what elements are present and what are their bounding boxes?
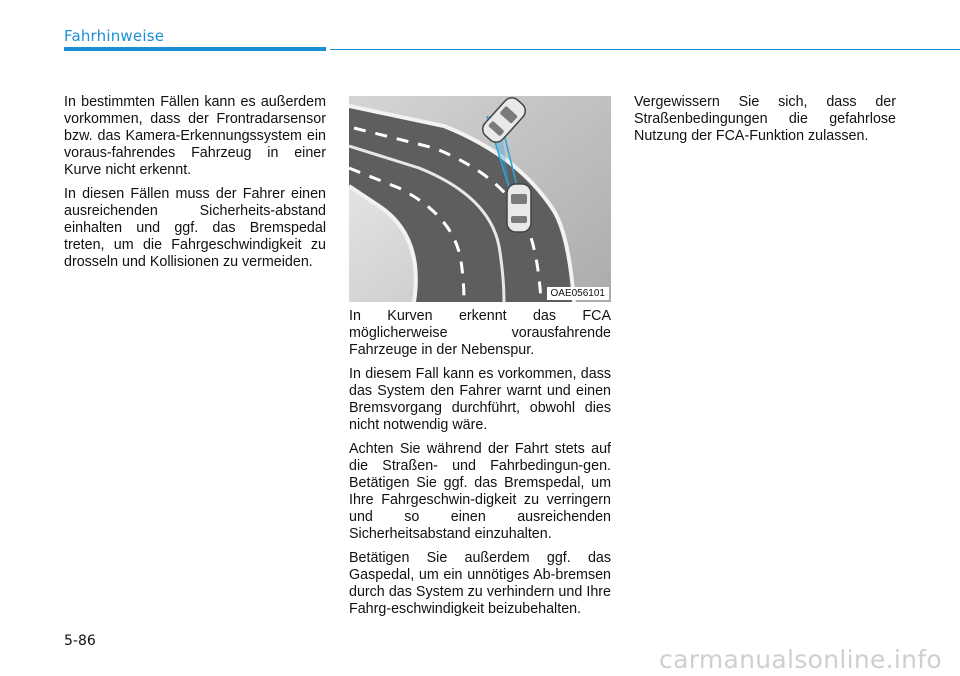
paragraph: In diesen Fällen muss der Fahrer einen ausreichenden Sicherheits-abstand einhalten und ggf. das Bremspedal treten, um die Fahrgeschwindigkeit zu drosseln und Kollisionen zu vermeiden. — [64, 186, 326, 270]
figure-code: OAE056101 — [547, 287, 610, 300]
paragraph: In diesem Fall kann es vorkommen, dass das System den Fahrer warnt und einen Bremsvorgang durchführt, obwohl dies nicht notwendig wäre. — [349, 366, 611, 433]
curve-illustration — [349, 96, 611, 302]
watermark: carmanualsonline.info — [659, 645, 942, 674]
paragraph: Betätigen Sie außerdem ggf. das Gaspedal, um ein unnötiges Ab-bremsen durch das System zu verhindern und Ihre Fahrg-eschwindigkeit beizubehalten. — [349, 550, 611, 617]
text-column-2 — [349, 308, 611, 625]
road-curve-graphic — [349, 96, 611, 302]
section-title: Fahrhinweise — [64, 27, 165, 45]
paragraph: Achten Sie während der Fahrt stets auf die Straßen- und Fahrbedingun-gen. Betätigen Sie ggf. das Bremspedal, um Ihre Fahrgeschwin-digkeit zu verringern und so einen ausreichenden Sicherheitsabstand einzuhalten. — [349, 441, 611, 542]
own-vehicle — [507, 184, 531, 232]
paragraph: In bestimmten Fällen kann es außerdem vorkommen, dass der Frontradarsensor bzw. das Kamera-Erkennungssystem ein voraus-fahrendes Fahrzeug in einer Kurve nicht erkennt. — [64, 94, 326, 178]
paragraph: Vergewissern Sie sich, dass der Straßenbedingungen die gefahrlose Nutzung der FCA-Funktion zulassen. — [634, 94, 896, 144]
text-column-1 — [64, 94, 326, 278]
paragraph: In Kurven erkennt das FCA möglicherweise vorausfahrende Fahrzeuge in der Nebenspur. — [349, 308, 611, 358]
header-rule-thick — [64, 47, 326, 51]
page-number: 5-86 — [64, 633, 96, 649]
header-rule-thin — [330, 49, 960, 50]
text-column-3 — [634, 94, 896, 152]
